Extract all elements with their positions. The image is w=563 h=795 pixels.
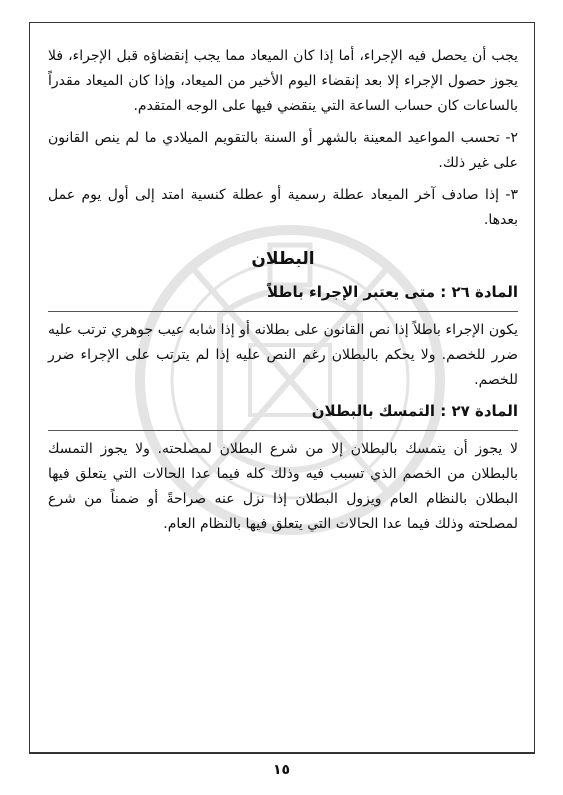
paragraph-intro: يجب أن يحصل فيه الإجراء، أما إذا كان الميعاد مما يجب إنقضاؤه قبل الإجراء، فلا يجوز حصول الإجراء إلا بعد إنقضاء اليوم الأخير من الميعاد، وإذا كان الميعاد مقدراً بالساعات كان حساب الساعة التي ينقضي فيها على الوجه المتقدم. [48, 48, 518, 114]
article-26-text: يكون الإجراء باطلاً إذا نص القانون على بطلانه أو إذا شابه عيب جوهري ترتب عليه ضرر للخصم. ولا يحكم بالبطلان رغم النص عليه إذا لم يترتب على الإجراء ضرر للخصم. [48, 322, 518, 388]
list-item-2: ٢- تحسب المواعيد المعينة بالشهر أو السنة بالتقويم الميلادي ما لم ينص القانون على غير ذلك. [48, 130, 518, 171]
article-26-divider [48, 311, 518, 312]
section-heading: البطلان [251, 249, 315, 269]
page-content [48, 44, 518, 543]
list-item-3: ٣- إذا صادف آخر الميعاد عطلة رسمية أو عطلة كنسية امتد إلى أول يوم عمل بعدها. [48, 187, 518, 228]
article-27-text: لا يجوز أن يتمسك بالبطلان إلا من شرع البطلان لمصلحته. ولا يجوز التمسك بالبطلان من الخصم الذي تسبب فيه وذلك كله فيما عدا الحالات التي يتعلق فيها البطلان بالنظام العام ويزول البطلان إذا نزل عنه صراحةً أو ضمناً من شرع لمصلحته وذلك فيما عدا الحالات التي يتعلق فيها بالنظام العام. [48, 441, 518, 532]
footer-divider [29, 753, 535, 754]
article-27-title: المادة ٢٧ : التمسك بالبطلان [311, 402, 518, 420]
page-number: ١٥ [272, 762, 291, 778]
article-26-title: المادة ٢٦ : متى يعتبر الإجراء باطلاً [267, 283, 518, 301]
article-27-divider [48, 430, 518, 431]
